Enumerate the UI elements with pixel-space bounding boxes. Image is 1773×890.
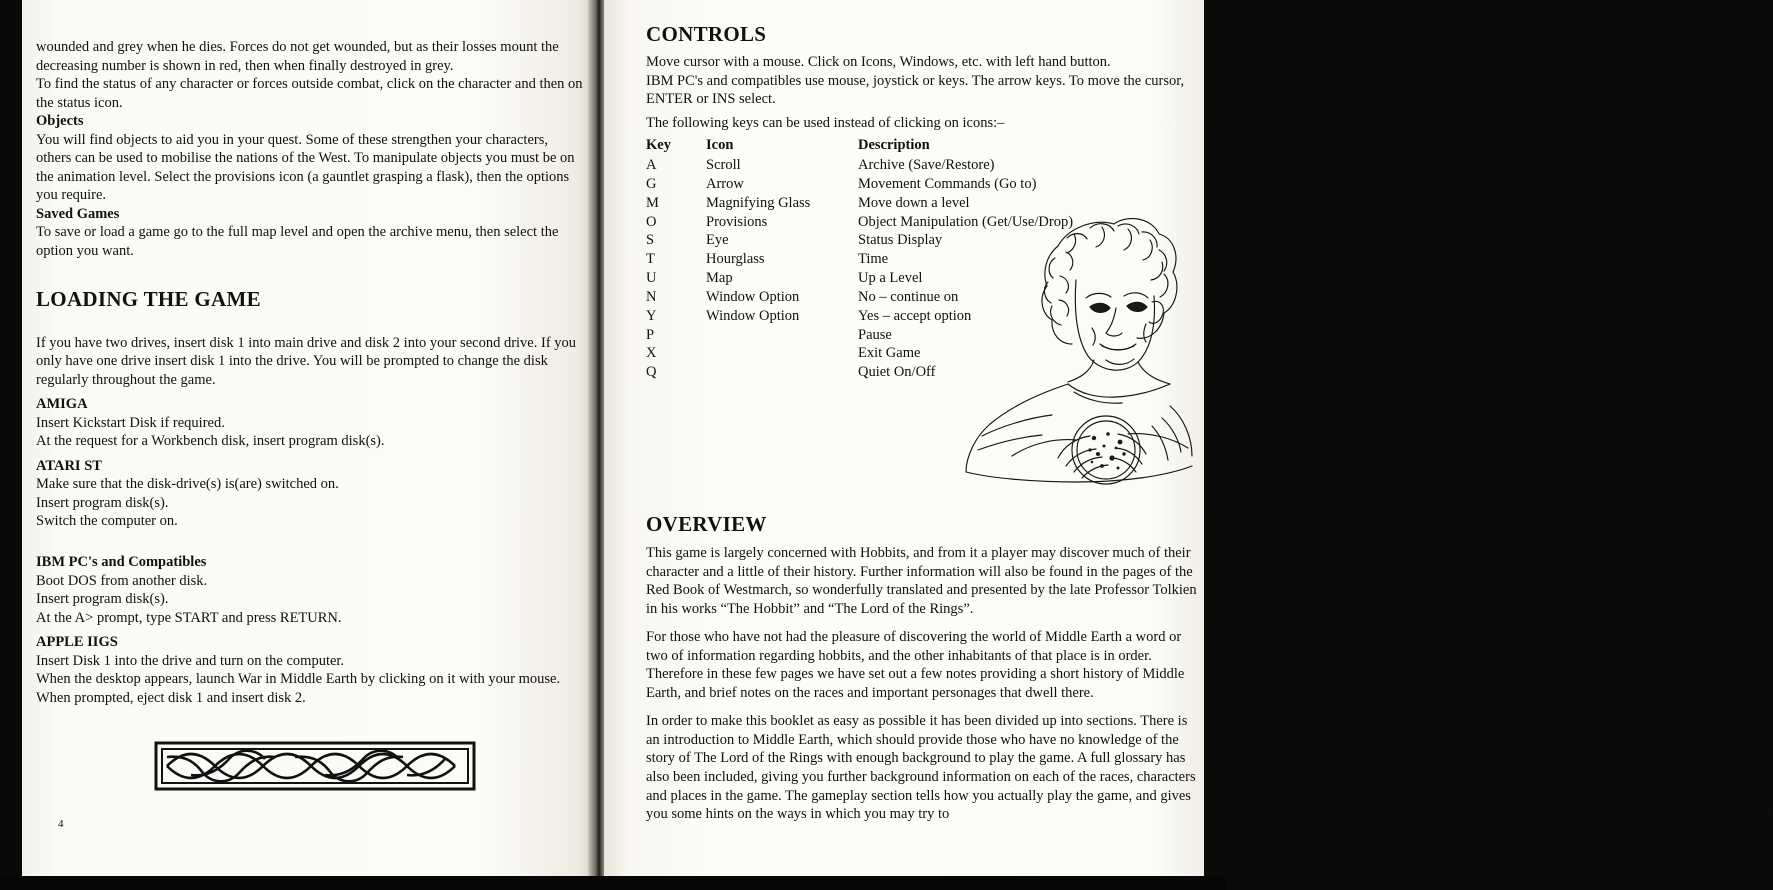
column-header-key: Key [646,137,671,154]
system-atari-st-line-3: Switch the computer on. [36,513,178,530]
controls-paragraph-3: The following keys can be used instead of clicking on icons:– [646,114,1005,131]
cell-description: No – continue on [858,288,959,305]
left-page-content [36,38,584,707]
system-amiga-heading: AMIGA [36,396,88,413]
cell-key: T [646,251,655,268]
loading-paragraph: If you have two drives, insert disk 1 into main drive and disk 2 into your second drive. If you only have one drive insert disk 1 into the drive. You will be prompted to change the disk regularly throughout the game. [36,334,577,388]
controls-heading: CONTROLS [646,22,767,46]
cell-description: Status Display [858,232,943,249]
cell-key: Y [646,307,657,324]
cell-icon: Arrow [706,175,744,192]
system-atari-st-line-1: Make sure that the disk-drive(s) is(are) switched on. [36,476,339,493]
objects-paragraph: You will find objects to aid you in your quest. Some of these strengthen your characters, others can be used to mobilise the nations of the West. To manipulate objects you must be on the animation level. Select the provisions icon (a gauntlet grasping a flask), then the options you require. [36,131,575,204]
page-left [22,0,594,890]
cell-description: Quiet On/Off [858,364,936,381]
system-ibm-pc [36,553,584,627]
hobbit-illustration [862,210,1192,500]
cell-icon [706,326,858,345]
saved-games-heading: Saved Games [36,205,120,222]
cell-key: X [646,345,657,362]
cell-description: Archive (Save/Restore) [858,157,995,174]
cell-icon: Scroll [706,157,741,174]
intro-paragraph-2: To find the status of any character or forces outside combat, click on the character and then on the status icon. [36,76,583,111]
cell-icon: Window Option [706,307,800,324]
page-number-right: 5 [1767,806,1773,818]
overview-paragraph-1: This game is largely concerned with Hobbits, and from it a player may discover much of their character and a little of their history. Further information will also be found in the pages of the Red Book of Westmarch, so wonderfully translated and presented by the late Professor Tolkien in his works “The Hobbit” and “The Lord of the Rings”. [646,545,1197,617]
cell-icon [706,363,858,382]
cell-icon [706,344,858,363]
loading-heading: LOADING THE GAME [36,286,261,311]
cell-key: M [646,194,659,211]
cell-description: Pause [858,326,892,343]
cell-description: Exit Game [858,345,921,362]
page-number-left: 4 [58,818,64,830]
system-ibm-pc-line-1: Boot DOS from another disk. [36,572,208,589]
cell-key: Q [646,364,657,381]
controls-paragraph-1: Move cursor with a mouse. Click on Icons, Windows, etc. with left hand button. [646,54,1111,70]
table-row [646,156,1158,175]
table-header-row [646,136,1158,156]
page-edge-bottom [0,876,1226,890]
celtic-knot-ornament-icon [155,742,475,790]
cell-description: Movement Commands (Go to) [858,175,1037,192]
cell-key: U [646,270,657,287]
system-apple-iigs [36,633,584,707]
system-atari-st [36,457,584,531]
cell-key: A [646,157,657,174]
cell-description: Time [858,251,889,268]
system-ibm-pc-line-2: Insert program disk(s). [36,591,169,608]
system-atari-st-line-2: Insert program disk(s). [36,494,169,511]
column-header-description: Description [858,137,930,154]
objects-heading: Objects [36,113,84,130]
column-header-icon: Icon [706,137,734,154]
cell-icon: Hourglass [706,251,765,268]
cell-icon: Window Option [706,288,800,305]
intro-paragraph-1: wounded and grey when he dies. Forces do not get wounded, but as their losses mount the decreasing number is shown in red, then when finally destroyed in grey. [36,39,559,74]
system-apple-iigs-line-1: Insert Disk 1 into the drive and turn on the computer. [36,652,345,669]
table-row [646,175,1158,194]
cell-key: P [646,326,655,343]
cell-key: O [646,213,657,230]
page-edge-left [0,0,22,890]
cell-key: N [646,288,657,305]
cell-key: S [646,232,655,249]
cell-key: G [646,175,657,192]
cell-description: Move down a level [858,194,970,211]
system-apple-iigs-line-2: When the desktop appears, launch War in Middle Earth by clicking on it with your mouse. [36,671,561,688]
cell-description: Up a Level [858,270,923,287]
cell-icon: Magnifying Glass [706,194,811,211]
cell-description: Object Manipulation (Get/Use/Drop) [858,213,1074,230]
cell-icon: Eye [706,232,729,249]
system-amiga [36,395,584,451]
overview-heading: OVERVIEW [646,512,767,536]
system-apple-iigs-heading: APPLE IIGS [36,634,118,651]
system-ibm-pc-line-3: At the A> prompt, type START and press RETURN. [36,609,342,626]
system-ibm-pc-heading: IBM PC's and Compatibles [36,554,207,571]
overview-section [646,512,1198,824]
overview-paragraph-2: For those who have not had the pleasure of discovering the world of Middle Earth a word or two of information regarding hobbits, and the other inhabitants of that place is in order. Therefore in these few pages we have set out a few notes providing a short history of Middle Earth, and brief notes on the races and important personages that dwell there. [646,629,1185,701]
system-amiga-line-1: Insert Kickstart Disk if required. [36,414,225,431]
controls-paragraph-2: IBM PC's and compatibles use mouse, joystick or keys. The arrow keys. To move the cursor, ENTER or INS select. [646,72,1185,108]
system-atari-st-heading: ATARI ST [36,457,102,474]
saved-games-paragraph: To save or load a game go to the full map level and open the archive menu, then select the option you want. [36,224,559,260]
system-amiga-line-2: At the request for a Workbench disk, insert program disk(s). [36,433,385,450]
system-apple-iigs-line-3: When prompted, eject disk 1 and insert disk 2. [36,689,306,706]
cell-icon: Map [706,270,733,287]
overview-paragraph-3: In order to make this booklet as easy as possible it has been divided up into sections. There is an introduction to Middle Earth, which should provide those who have no knowledge of the story of The Lord of the Rings with enough background to play the game. A full glossary has also been included, giving you further background information on each of the races, characters and places in the game. The gameplay section tells how you actually play the game, and gives you some hints on the ways in which you may try to [646,713,1196,823]
page-edge-right [1204,0,1226,890]
cell-description: Yes – accept option [858,307,972,324]
cell-icon: Provisions [706,213,768,230]
page-right [604,0,1773,890]
